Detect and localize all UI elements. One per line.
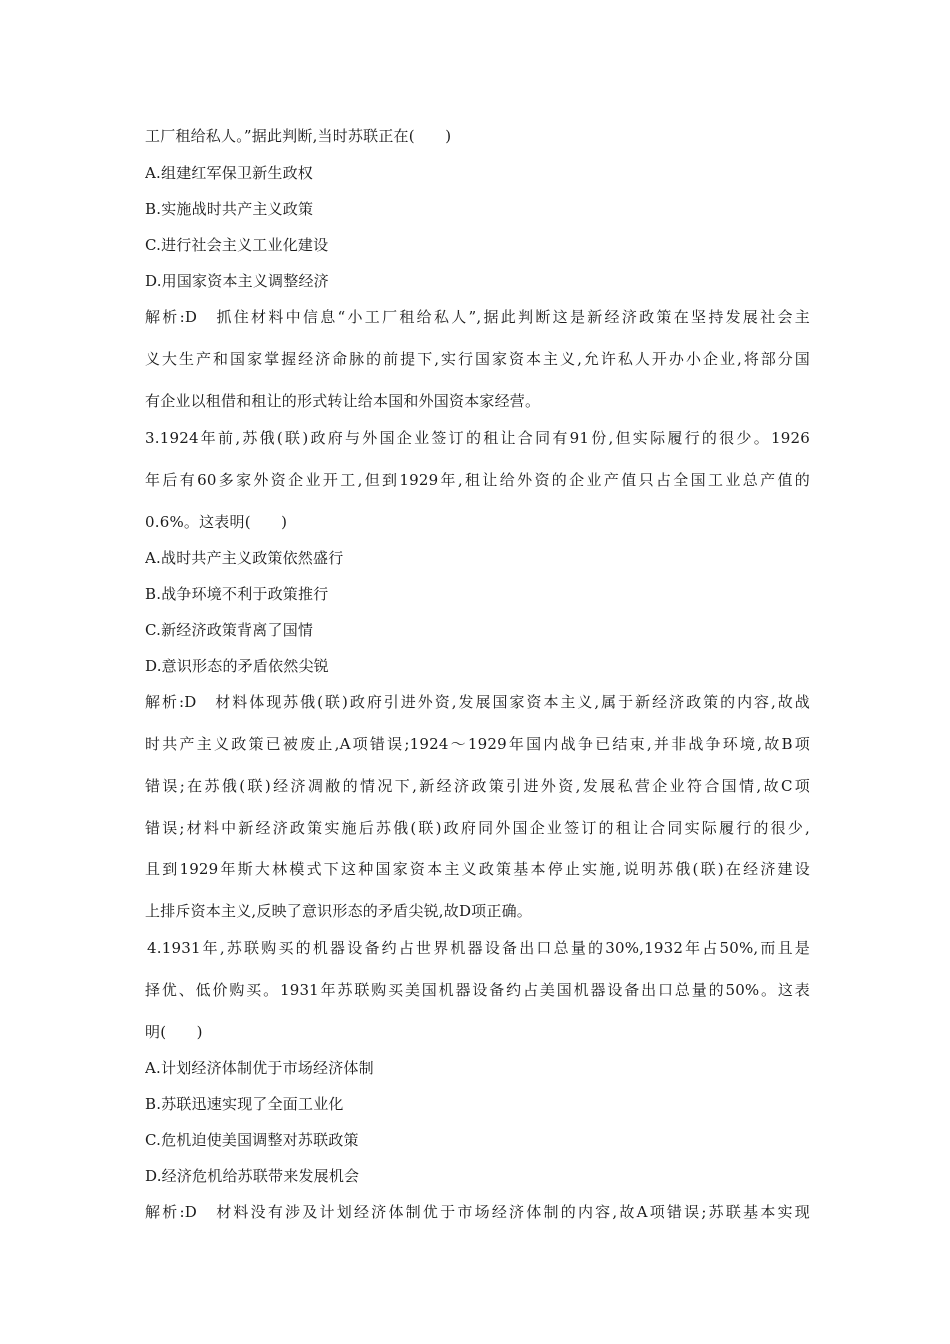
analysis-line: 错误;材料中新经济政策实施后苏俄(联)政府同外国企业签订的租让合同实际履行的很少, (145, 819, 810, 837)
option-a: A.计划经济体制优于市场经济体制 (145, 1059, 374, 1077)
option-a: A.战时共产主义政策依然盛行 (145, 549, 344, 567)
option-c: C.进行社会主义工业化建设 (145, 236, 329, 254)
option-c: C.新经济政策背离了国情 (145, 621, 314, 639)
analysis-line: 错误;在苏俄(联)经济凋敝的情况下,新经济政策引进外资,发展私营企业符合国情,故C项 (145, 777, 810, 795)
analysis-line: 解析:D 材料没有涉及计划经济体制优于市场经济体制的内容,故A项错误;苏联基本实现 (145, 1203, 810, 1221)
analysis-line: 且到1929年斯大林模式下这种国家资本主义政策基本停止实施,说明苏俄(联)在经济建设 (145, 860, 810, 878)
option-c: C.危机迫使美国调整对苏联政策 (145, 1131, 359, 1149)
question-line: 择优、低价购买。1931年苏联购买美国机器设备约占美国机器设备出口总量的50%。这表 (145, 981, 810, 999)
option-d: D.经济危机给苏联带来发展机会 (145, 1167, 360, 1185)
option-b: B.苏联迅速实现了全面工业化 (145, 1095, 344, 1113)
option-a: A.组建红军保卫新生政权 (145, 164, 314, 182)
option-b: B.战争环境不利于政策推行 (145, 585, 329, 603)
question-line: 0.6%。这表明( ) (145, 513, 288, 531)
question-line: 3.1924年前,苏俄(联)政府与外国企业签订的租让合同有91份,但实际履行的很少。1926 (145, 429, 810, 447)
question-line: 4.1931年,苏联购买的机器设备约占世界机器设备出口总量的30%,1932年占50%,而且是 (147, 939, 810, 957)
question-line: 明( ) (145, 1023, 203, 1041)
analysis-line: 时共产主义政策已被废止,A项错误;1924～1929年国内战争已结束,并非战争环境,故B项 (145, 735, 810, 753)
option-d: D.意识形态的矛盾依然尖锐 (145, 657, 329, 675)
question-line: 年后有60多家外资企业开工,但到1929年,租让给外资的企业产值只占全国工业总产值的 (145, 471, 810, 489)
text-line: 工厂租给私人。”据此判断,当时苏联正在( ) (145, 127, 452, 145)
analysis-line: 解析:D 抓住材料中信息“小工厂租给私人”,据此判断这是新经济政策在坚持发展社会主 (145, 308, 810, 326)
option-d: D.用国家资本主义调整经济 (145, 272, 329, 290)
analysis-line: 义大生产和国家掌握经济命脉的前提下,实行国家资本主义,允许私人开办小企业,将部分国 (145, 350, 810, 368)
analysis-line: 有企业以租借和租让的形式转让给本国和外国资本家经营。 (145, 392, 541, 410)
analysis-line: 上排斥资本主义,反映了意识形态的矛盾尖锐,故D项正确。 (145, 902, 532, 920)
option-b: B.实施战时共产主义政策 (145, 200, 314, 218)
analysis-line: 解析:D 材料体现苏俄(联)政府引进外资,发展国家资本主义,属于新经济政策的内容,故战 (145, 693, 810, 711)
